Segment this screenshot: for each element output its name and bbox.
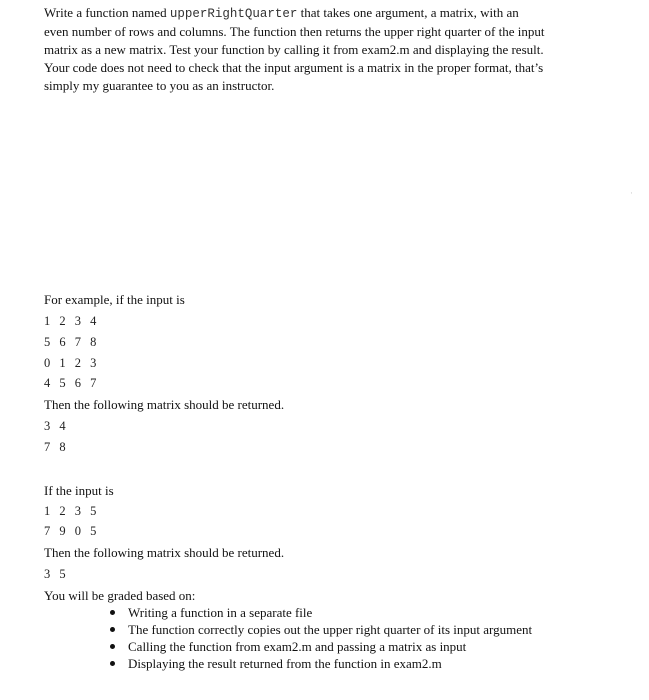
- list-item: [110, 655, 532, 672]
- bullet-icon: [110, 644, 115, 649]
- grading-list: [110, 604, 532, 672]
- statement-line: Your code does not need to check that the input argument is a matrix in the proper format, that’s: [44, 60, 544, 75]
- list-item: [110, 638, 532, 655]
- problem-statement: [44, 4, 604, 95]
- list-item-text: The function correctly copies out the upper right quarter of its input argument: [128, 622, 533, 637]
- example2-output-row: 3 5: [44, 567, 69, 581]
- list-item-text: Writing a function in a separate file: [128, 605, 313, 620]
- statement-text: that takes one argument, a matrix, with an: [297, 5, 519, 20]
- example2-input-row: 1 2 3 5: [44, 504, 100, 518]
- example1-input-row: 0 1 2 3: [44, 356, 100, 370]
- statement-line: matrix as a new matrix. Test your function by calling it from exam2.m and displaying the result.: [44, 42, 544, 57]
- list-item: [110, 604, 532, 621]
- example1-then: Then the following matrix should be returned.: [44, 397, 285, 412]
- statement-line: [44, 4, 604, 23]
- example2-input-row: 7 9 0 5: [44, 524, 100, 538]
- bullet-icon: [110, 661, 115, 666]
- example2-intro: If the input is: [44, 483, 114, 498]
- statement-line: simply my guarantee to you as an instructor.: [44, 78, 275, 93]
- bullet-icon: [110, 610, 115, 615]
- statement-line: even number of rows and columns. The function then returns the upper right quarter of the input: [44, 24, 545, 39]
- example1-input-row: 5 6 7 8: [44, 335, 100, 349]
- scan-mark: ·: [630, 188, 633, 198]
- statement-text: Write a function named: [44, 5, 170, 20]
- example1-input-row: 1 2 3 4: [44, 314, 100, 328]
- example1-output-row: 3 4: [44, 419, 69, 433]
- example1-input-row: 4 5 6 7: [44, 376, 100, 390]
- list-item-text: Displaying the result returned from the function in exam2.m: [128, 656, 442, 671]
- bullet-icon: [110, 627, 115, 632]
- grading-intro: You will be graded based on:: [44, 588, 196, 603]
- example1-intro: For example, if the input is: [44, 292, 185, 307]
- example2-then: Then the following matrix should be returned.: [44, 545, 285, 560]
- list-item-text: Calling the function from exam2.m and passing a matrix as input: [128, 639, 467, 654]
- function-name: upperRightQuarter: [169, 7, 298, 21]
- example1-output-row: 7 8: [44, 440, 69, 454]
- list-item: [110, 621, 532, 638]
